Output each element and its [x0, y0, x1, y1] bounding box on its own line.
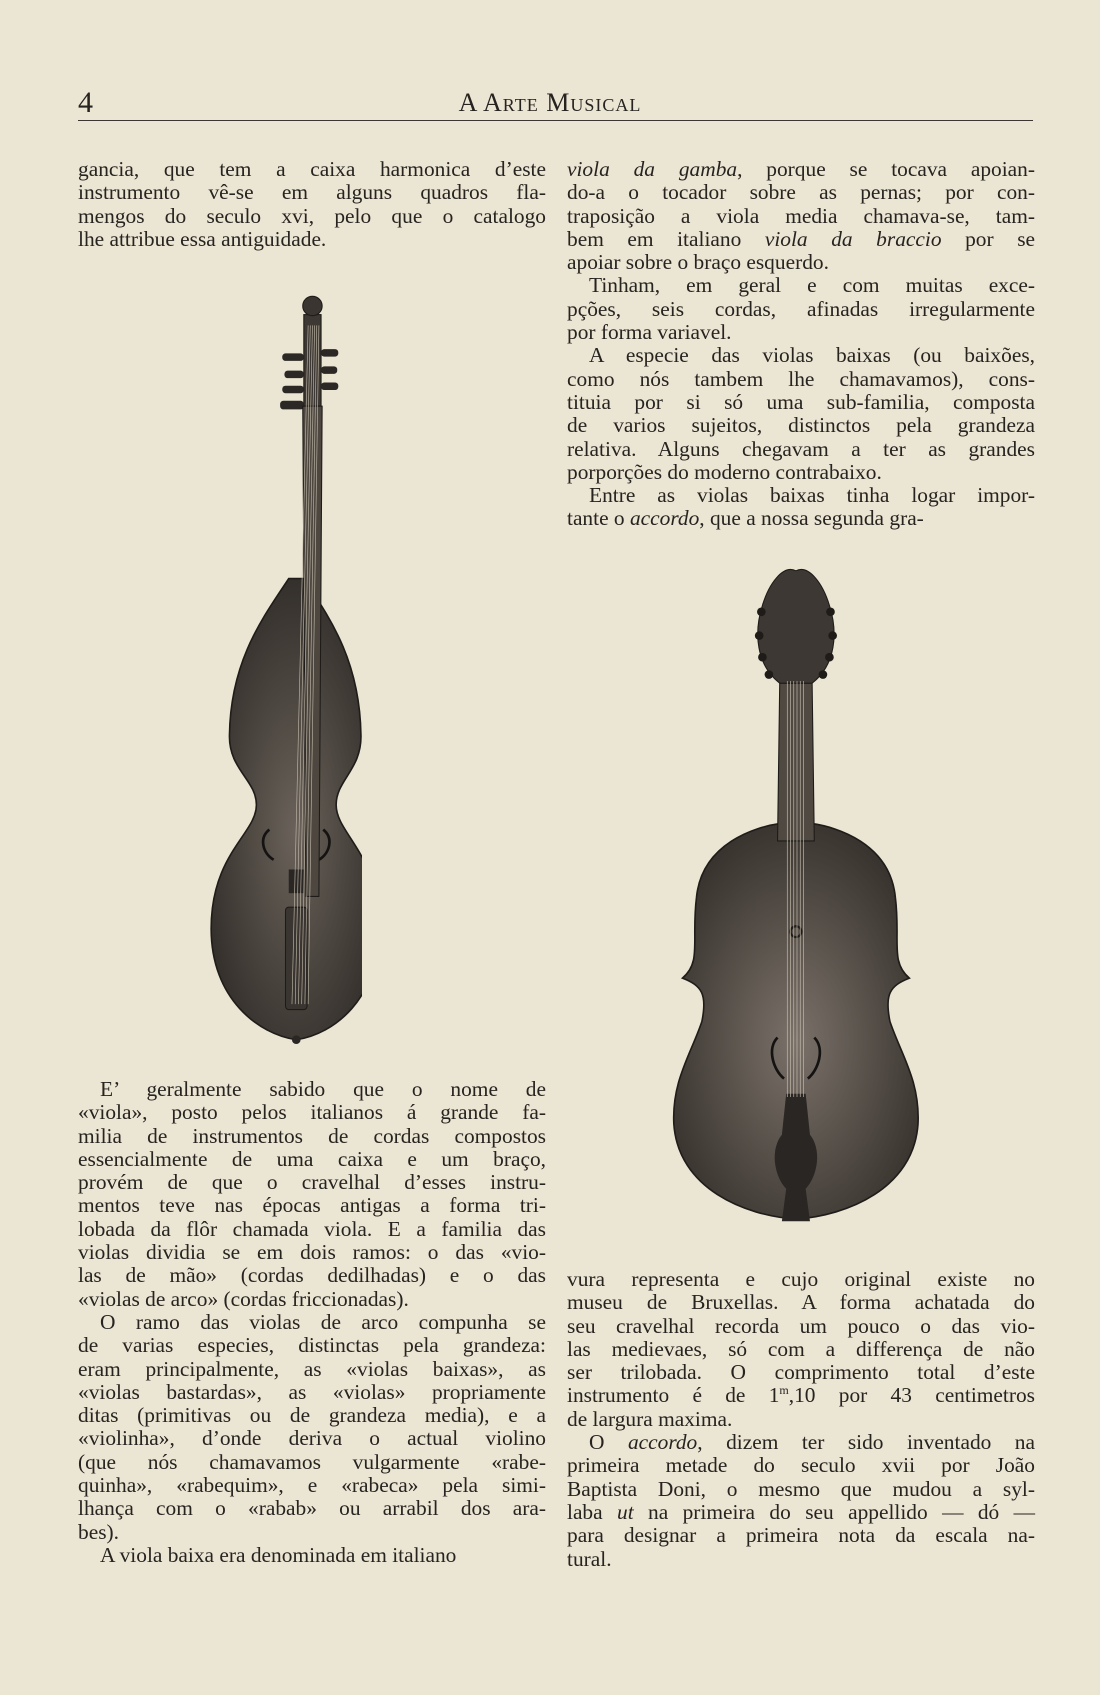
- text-line: de varias especies, distinctas pela grandeza:: [78, 1333, 546, 1358]
- text-line: quinha», «rabequim», e «rabeca» pela simi-: [78, 1473, 546, 1498]
- text-block-right-bottom: [567, 1268, 1035, 1571]
- text-line: [567, 507, 1035, 530]
- text-block-left-top: [78, 158, 546, 251]
- text-run: na primeira do seu appellido — dó —: [633, 1499, 1035, 1524]
- text-line: violas dividia se em dois ramos: o das «vio-: [78, 1240, 546, 1265]
- text-line: (que nós chamavamos vulgarmente «rabe-: [78, 1449, 546, 1474]
- text-line: [567, 1501, 1035, 1524]
- italic-term: accordo: [629, 506, 700, 531]
- text-line: lhe attribue essa antiguidade.: [78, 226, 327, 251]
- text-line: primeira metade do seculo xvii por João: [567, 1453, 1035, 1478]
- text-line: do-a o tocador sobre as pernas; por con-: [567, 180, 1035, 205]
- viola-da-gamba-figure: [195, 290, 362, 1046]
- superscript-unit: m: [779, 1383, 789, 1398]
- italic-term: ut: [617, 1499, 634, 1524]
- text-block-right-top: [567, 158, 1035, 531]
- text-line: A especie das violas baixas (ou baixões,: [589, 343, 1035, 368]
- text-run: laba: [567, 1499, 618, 1524]
- text-line: las medievaes, só com a differença de não: [567, 1336, 1035, 1361]
- text-line: milia de instrumentos de cordas compostos: [78, 1123, 546, 1148]
- text-line: A viola baixa era denominada em italiano: [100, 1542, 457, 1567]
- accordo-figure: [664, 560, 930, 1232]
- text-line: gancia, que tem a caixa harmonica d’este: [78, 157, 546, 181]
- text-line: «viola», posto pelos italianos á grande fa-: [78, 1100, 546, 1125]
- text-line: tituia por si só uma sub-familia, composta: [567, 389, 1035, 414]
- text-line: como nós tambem lhe chamavamos), cons-: [567, 366, 1035, 391]
- text-line: Entre as violas baixas tinha logar impor-: [589, 483, 1035, 508]
- running-title: A Arte Musical: [458, 88, 642, 117]
- italic-term: viola da gamba: [567, 157, 738, 181]
- text-run: instrumento é de 1: [567, 1383, 780, 1408]
- text-run: , porque se tocava apoian-: [737, 157, 1035, 181]
- italic-term: viola da braccio: [764, 226, 942, 251]
- text-run: , dizem ter sido inventado na: [697, 1430, 1035, 1455]
- text-line: «violinha», d’onde deriva o actual violino: [78, 1426, 546, 1451]
- text-line: mengos do seculo xvi, pelo que o catalogo: [78, 203, 546, 228]
- text-line: vura representa e cujo original existe no: [567, 1267, 1035, 1291]
- text-line: las de mão» (cordas dedilhadas) e o das: [78, 1263, 546, 1288]
- text-line: museu de Bruxellas. A forma achatada do: [567, 1290, 1035, 1315]
- page-number: 4: [78, 86, 93, 119]
- text-line: «violas de arco» (cordas friccionadas).: [78, 1286, 409, 1311]
- text-line: lhança com o «rabab» ou arrabil dos ara-: [78, 1496, 546, 1521]
- text-line: ditas (primitivas ou de grandeza media), e a: [78, 1403, 546, 1428]
- text-line: [567, 1431, 1035, 1454]
- header-rule: [78, 120, 1033, 121]
- italic-term: accordo: [627, 1430, 698, 1455]
- text-line: tural.: [567, 1546, 612, 1571]
- text-line: Tinham, em geral e com muitas exce-: [589, 273, 1035, 298]
- text-line: porporções do moderno contrabaixo.: [567, 459, 882, 484]
- text-run: bem em italiano: [567, 226, 765, 251]
- text-line: lobada da flôr chamada viola. E a familia das: [78, 1216, 546, 1241]
- text-block-left-bottom: [78, 1078, 546, 1567]
- text-line: [567, 1384, 1035, 1407]
- text-line: mentos teve nas épocas antigas a forma tri-: [78, 1193, 546, 1218]
- text-run: O: [589, 1430, 628, 1455]
- text-line: seu cravelhal recorda um pouco o das vio-: [567, 1313, 1035, 1338]
- text-line: de varios sujeitos, distinctos pela grandeza: [567, 413, 1035, 438]
- text-line: por forma variavel.: [567, 320, 732, 345]
- text-run: por se: [941, 226, 1036, 251]
- text-line: de largura maxima.: [567, 1406, 733, 1431]
- text-line: E’ geralmente sabido que o nome de: [100, 1077, 546, 1101]
- text-line: «violas bastardas», as «violas» propriamente: [78, 1379, 546, 1404]
- text-line: eram principalmente, as «violas baixas», as: [78, 1356, 546, 1381]
- text-line: O ramo das violas de arco compunha se: [100, 1309, 546, 1334]
- text-line: ser trilobada. O comprimento total d’este: [567, 1360, 1035, 1385]
- text-line: apoiar sobre o braço esquerdo.: [567, 250, 829, 275]
- text-line: traposição a viola media chamava-se, tam-: [567, 203, 1035, 228]
- text-line: [567, 158, 1035, 181]
- text-line: instrumento vê-se em alguns quadros fla-: [78, 180, 546, 205]
- text-line: relativa. Alguns chegavam a ter as grandes: [567, 436, 1035, 461]
- text-line: essencialmente de uma caixa e um braço,: [78, 1146, 546, 1171]
- text-line: para designar a primeira nota da escala na-: [567, 1523, 1035, 1548]
- text-line: provém de que o cravelhal d’esses instru-: [78, 1170, 546, 1195]
- text-line: bes).: [78, 1519, 119, 1544]
- text-line: pções, seis cordas, afinadas irregularmente: [567, 296, 1035, 321]
- text-line: Baptista Doni, o mesmo que mudou a syl-: [567, 1476, 1035, 1501]
- text-run: tante o: [567, 506, 630, 531]
- text-run: ,10 por 43 centimetros: [788, 1383, 1035, 1408]
- text-line: [567, 228, 1035, 251]
- text-run: , que a nossa segunda gra-: [699, 506, 924, 531]
